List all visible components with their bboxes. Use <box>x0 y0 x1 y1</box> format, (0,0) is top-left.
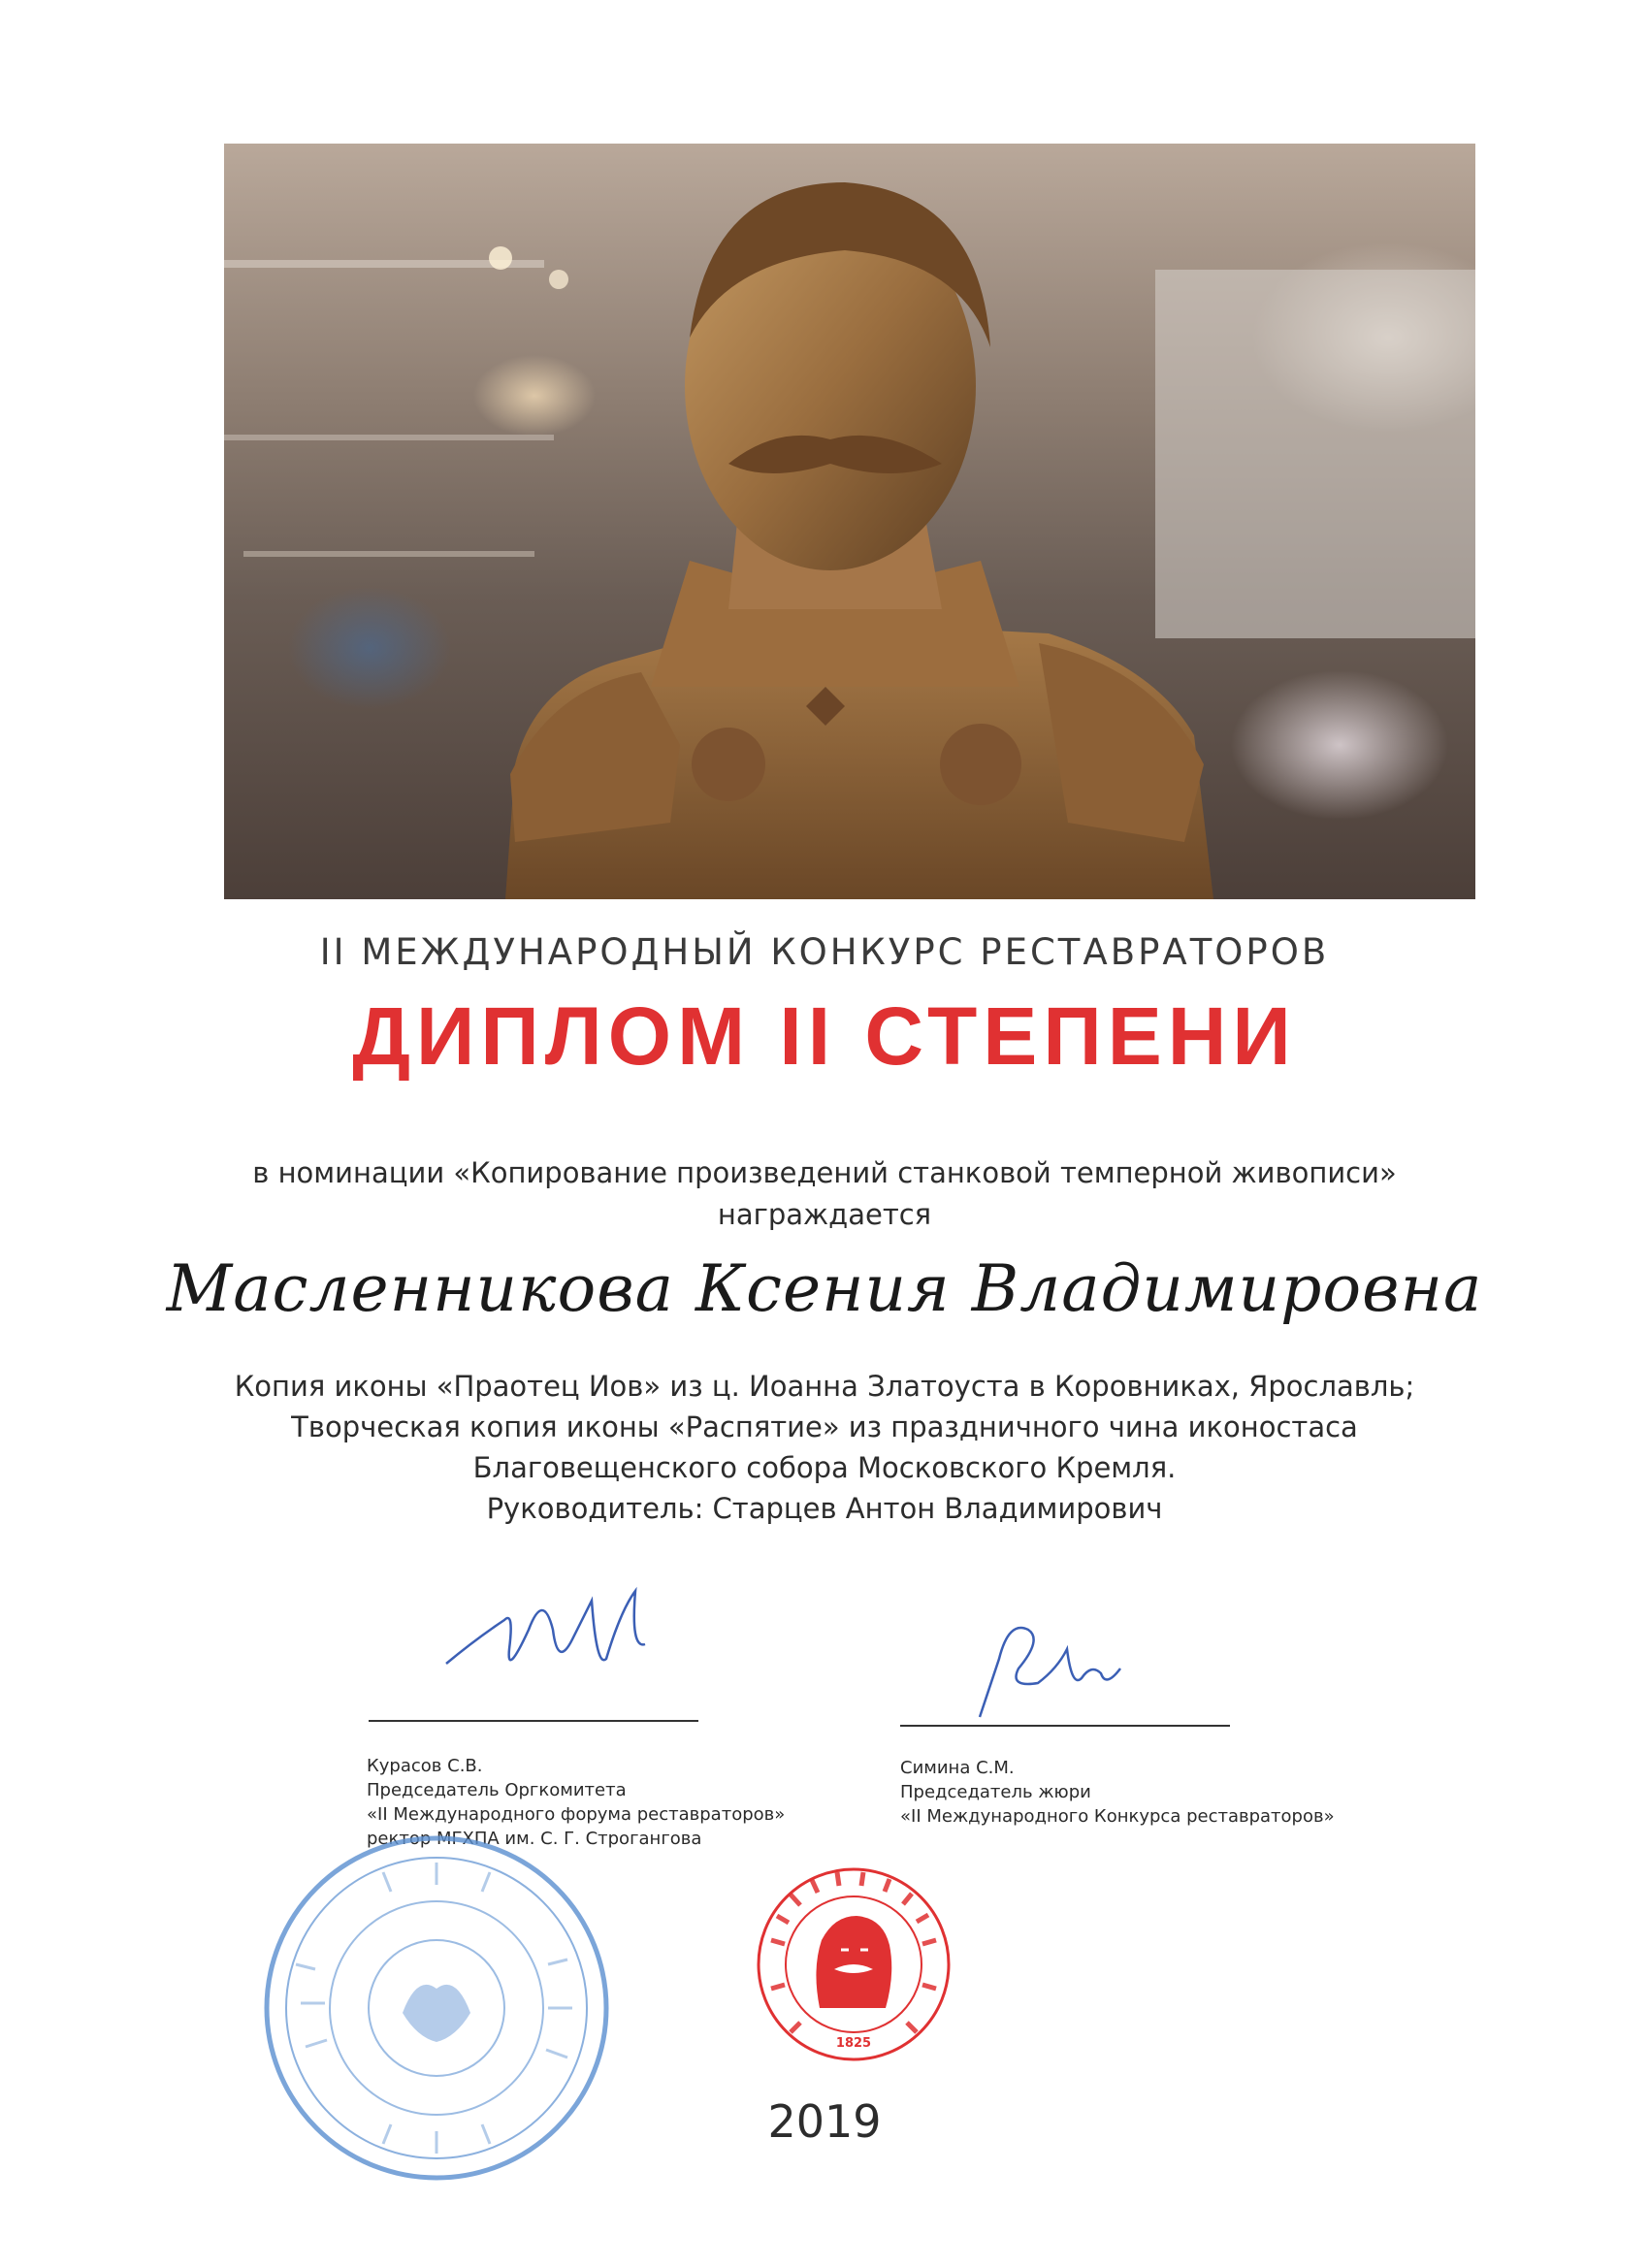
bust-illustration <box>224 144 1475 899</box>
work-line: Благовещенского собора Московского Кремля. <box>472 1451 1177 1484</box>
signature-line-right <box>900 1725 1230 1727</box>
signatory-left-name: Курасов С.В. <box>367 1756 483 1776</box>
work-line: Творческая копия иконы «Распятие» из праздничного чина иконостаса <box>291 1410 1358 1443</box>
diploma-year: 2019 <box>767 2095 882 2148</box>
emblem-year: 1825 <box>835 2036 872 2051</box>
work-line: Копия иконы «Праотец Иов» из ц. Иоанна Златоуста в Коровниках, Ярославль; <box>234 1370 1415 1403</box>
awarded-label: награждается <box>717 1198 932 1231</box>
signatory-right-event: «II Международного Конкурса реставраторов» <box>900 1806 1335 1827</box>
signatory-right <box>900 1756 1335 1829</box>
header-photo-bronze-bust <box>224 144 1475 899</box>
signatory-left-position: ректор МГХПА им. С. Г. Строгангова <box>367 1829 702 1849</box>
signatory-left-event: «II Международного форума реставраторов» <box>367 1804 786 1825</box>
recipient-name: Масленникова Ксения Владимировна <box>166 1251 1483 1326</box>
signature-line-left <box>369 1720 698 1722</box>
academy-emblem <box>752 1863 955 2066</box>
signature-kurasov <box>436 1571 689 1698</box>
signatory-left-role: Председатель Оргкомитета <box>367 1780 627 1800</box>
signatory-right-role: Председатель жюри <box>900 1782 1091 1802</box>
contest-subtitle: II МЕЖДУНАРОДНЫЙ КОНКУРС РЕСТАВРАТОРОВ <box>319 931 1330 973</box>
supervisor-line: Руководитель: Старцев Антон Владимирович <box>486 1492 1163 1525</box>
work-description <box>0 1366 1649 1529</box>
signatory-right-name: Симина С.М. <box>900 1758 1015 1778</box>
signature-simina <box>960 1610 1154 1736</box>
nomination-text: в номинации «Копирование произведений станковой темперной живописи» <box>252 1156 1397 1189</box>
diploma-title: ДИПЛОМ II СТЕПЕНИ <box>352 990 1297 1082</box>
